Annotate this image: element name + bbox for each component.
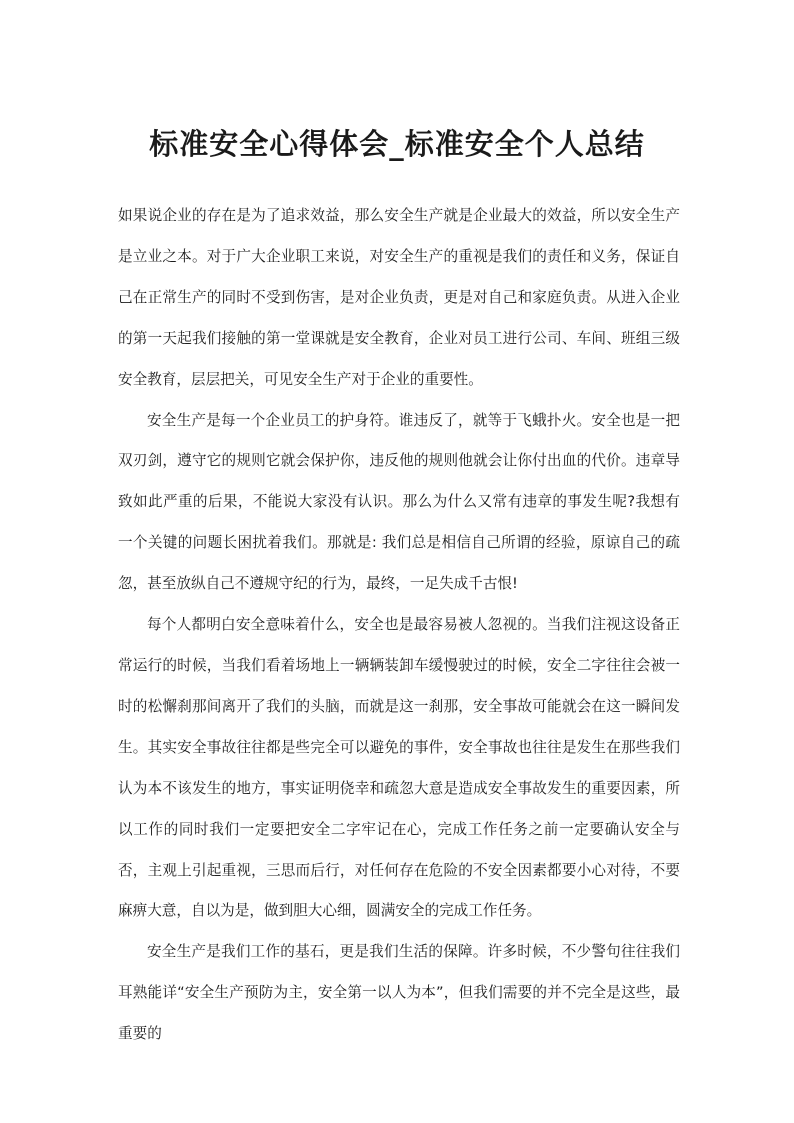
document-body xyxy=(118,196,680,1055)
paragraph-2: 安全生产是每一个企业员工的护身符。谁违反了，就等于飞蛾扑火。安全也是一把双刃剑，遵守它的规则它就会保护你，违反他的规则他就会让你付出血的代价。违章导致如此严重的后果，不能说大家没有认识。那么为什么又常有违章的事发生呢?我想有一个关键的问题长困扰着我们。那就是: 我们总是相信自己所谓的经验，原谅自己的疏忽，甚至放纵自己不遵规守纪的行为，最终，一足失成千古恨! xyxy=(118,411,680,593)
document-title: 标准安全心得体会_标准安全个人总结 xyxy=(149,127,645,161)
paragraph-1: 如果说企业的存在是为了追求效益，那么安全生产就是企业最大的效益，所以安全生产是立业之本。对于广大企业职工来说，对安全生产的重视是我们的责任和义务，保证自己在正常生产的同时不受到伤害，是对企业负责，更是对自己和家庭负责。从进入企业的第一天起我们接触的第一堂课就是安全教育，企业对员工进行公司、车间、班组三级安全教育，层层把关，可见安全生产对于企业的重要性。 xyxy=(118,207,680,388)
paragraph-3: 每个人都明白安全意味着什么，安全也是最容易被人忽视的。当我们注视这设备正常运行的时候，当我们看着场地上一辆辆装卸车缓慢驶过的时候，安全二字往往会被一时的松懈刹那间离开了我们的头脑，而就是这一刹那，安全事故可能就会在这一瞬间发生。其实安全事故往往都是些完全可以避免的事件，安全事故也往往是发生在那些我们认为本不该发生的地方，事实证明侥幸和疏忽大意是造成安全事故发生的重要因素，所以工作的同时我们一定要把安全二字牢记在心，完成工作任务之前一定要确认安全与否，主观上引起重视，三思而后行，对任何存在危险的不安全因素都要小心对待，不要麻痹大意，自以为是，做到胆大心细，圆满安全的完成工作任务。 xyxy=(118,616,680,920)
paragraph-4: 安全生产是我们工作的基石，更是我们生活的保障。许多时候，不少警句往往我们耳熟能详“安全生产预防为主，安全第一以人为本”，但我们需要的并不完全是这些，最重要的 xyxy=(118,943,680,1043)
